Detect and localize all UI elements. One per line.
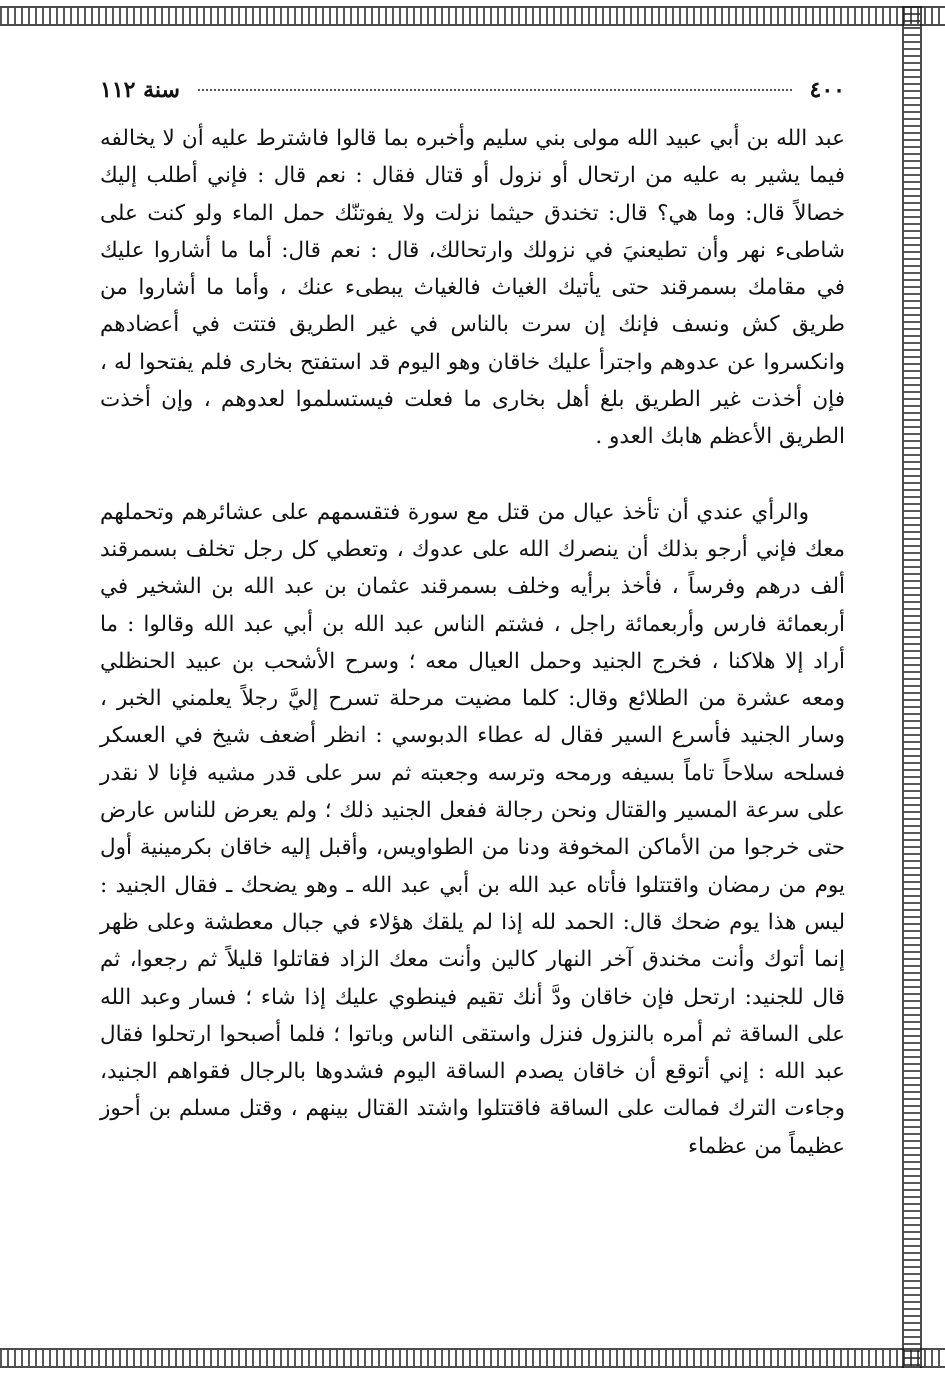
running-title: سنة ١١٢ xyxy=(100,77,180,103)
page-header xyxy=(100,70,845,110)
paragraph-1: عبد الله بن أبي عبيد الله مولى بني سليم وأخبره بما قالوا فاشترط عليه أن لا يخالفه فيما يشير به عليه من ارتحال أو نزول أو قتال فقال : نعم قال : فإني أطلب إليك خصالاً قال: وما هي؟ قال: تخندق حيثما نزلت ولا يفوتنّك حمل الماء ولو كنت على شاطىء نهر وأن تطيعنيَ في نزولك وارتحالك، قال : نعم قال: أما ما أشاروا عليك في مقامك بسمرقند حتى يأتيك الغياث فالغياث يبطىء عنك ، وأما ما أشاروا من طريق كش ونسف فإنك إن سرت بالناس في غير الطريق فتتت في أعضادهم وانكسروا عن عدوهم واجترأ عليك خاقان وهو اليوم قد استفتح بخارى فلم يفتحوا له ، فإن أخذت غير الطريق بلغ أهل بخارى ما فعلت فيستسلموا لعدوهم ، وإن أخذت الطريق الأعظم هابك العدو . xyxy=(100,126,845,450)
paragraph-2: والرأي عندي أن تأخذ عيال من قتل مع سورة فتقسمهم على عشائرهم وتحملهم معك فإني أرجو بذلك أن ينصرك الله على عدوك ، وتعطي كل رجل تخلف بسمرقند ألف درهم وفرساً ، فأخذ برأيه وخلف بسمرقند عثمان بن عبد الله بن الشخير في أربعمائة فارس وأربعمائة راجل ، فشتم الناس عبد الله بن أبي عبد الله وقالوا : ما أراد إلا هلاكنا ، فخرج الجنيد وحمل العيال معه ؛ وسرح الأشحب بن عبيد الحنظلي ومعه عشرة من الطلائع وقال: كلما مضيت مرحلة تسرح إليَّ رجلاً يعلمني الخبر ، وسار الجنيد فأسرع السير فقال له عطاء الدبوسي : انظر أضعف شيخ في العسكر فسلحه سلاحاً تاماً بسيفه ورمحه وترسه وجعبته ثم سر على قدر مشيه فإنا لا نقدر على سرعة المسير والقتال ونحن رجالة ففعل الجنيد ذلك ؛ ولم يعرض للناس عارض حتى خرجوا من الأماكن المخوفة ودنا من الطواويس، وأقبل إليه خاقان بكرمينية أول يوم من رمضان واقتتلوا فأتاه عبد الله بن أبي عبد الله ـ وهو يضحك ـ فقال الجنيد : ليس هذا يوم ضحك قال: الحمد لله إذا لم يلقك هؤلاء في جبال معطشة وعلى ظهر إنما أتوك وأنت مخندق آخر النهار كالين وأنت معك الزاد فقاتلوا قليلاً ثم رجعوا، ثم قال للجنيد: ارتحل فإن خاقان ودَّ أنك تقيم فينطوي عليك إذا شاء ؛ فسار وعبد الله على الساقة ثم أمره بالنزول فنزل واستقى الناس وباتوا ؛ فلما أصبحوا ارتحلوا فقال عبد الله : إني أتوقع أن خاقان يصدم الساقة اليوم فشدوها بالرجال فقواهم الجنيد، وجاءت الترك فمالت على الساقة فاقتتلوا واشتد القتال بينهم ، وقتل مسلم بن أحوز عظيماً من عظماء xyxy=(100,499,845,1159)
top-ornamental-border xyxy=(0,6,945,26)
page-number: ٤٠٠ xyxy=(809,77,845,103)
book-page xyxy=(100,70,845,1165)
right-ornamental-border xyxy=(902,6,922,1368)
header-dotted-rule xyxy=(198,89,792,91)
bottom-ornamental-border xyxy=(0,1348,945,1368)
